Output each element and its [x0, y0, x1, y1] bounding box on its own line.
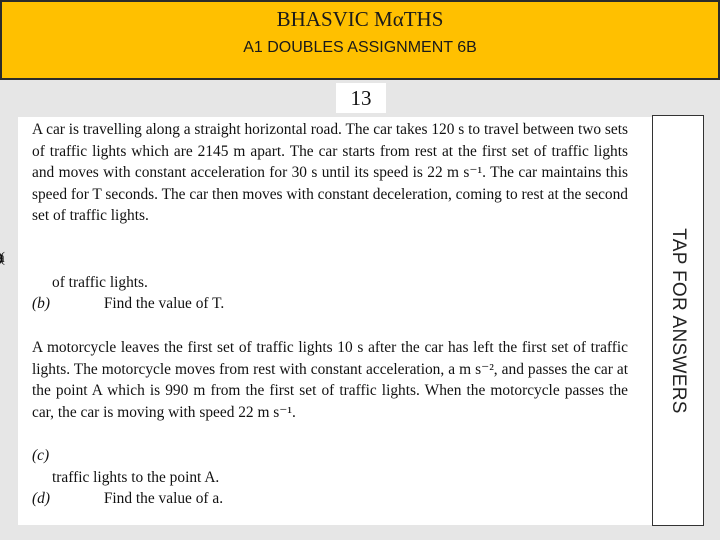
part-b: [32, 293, 632, 315]
question-number: 13: [336, 83, 386, 113]
part-b-label: (b): [32, 295, 50, 312]
part-d-label: (d): [32, 490, 50, 507]
header-banner: [0, 0, 720, 80]
part-d-text: Find the value of a.: [103, 490, 224, 507]
assignment-subtitle: A1 DOUBLES ASSIGNMENT 6B: [243, 39, 477, 56]
page-title: BHASVIC MαTHS: [276, 7, 444, 31]
tap-for-answers-label: TAP FOR ANSWERS: [668, 227, 689, 414]
part-b-text: Find the value of T.: [103, 295, 225, 312]
part-a: [32, 272, 632, 294]
part-c: [32, 445, 632, 488]
part-d: [32, 488, 632, 510]
part-c-text: traffic lights to the point A.: [52, 468, 220, 486]
second-paragraph: A motorcycle leaves the first set of traffic lights 10 s after the car has left the first set of traffic lights. The motorcycle moves from rest with constant acceleration, a m s⁻², and passes the car at the point A which is 990 m from the first set of traffic lights. When the motorcycle passes the car, the car is moving with speed 22 m s⁻¹.: [32, 339, 628, 421]
tap-for-answers-button[interactable]: [652, 115, 704, 526]
intro-paragraph: A car is travelling along a straight horizontal road. The car takes 120 s to travel between two sets of traffic lights which are 2145 m apart. The car starts from rest at the first set of traffic lights and moves with constant acceleration for 30 s until its speed is 22 m s⁻¹. The car maintains this speed for T seconds. The car then moves with constant deceleration, coming to rest at the second set of traffic lights.: [32, 121, 628, 225]
question-panel: [18, 117, 652, 525]
part-a-continuation: of traffic lights.: [52, 274, 148, 291]
part-c-label: (c): [32, 447, 50, 464]
